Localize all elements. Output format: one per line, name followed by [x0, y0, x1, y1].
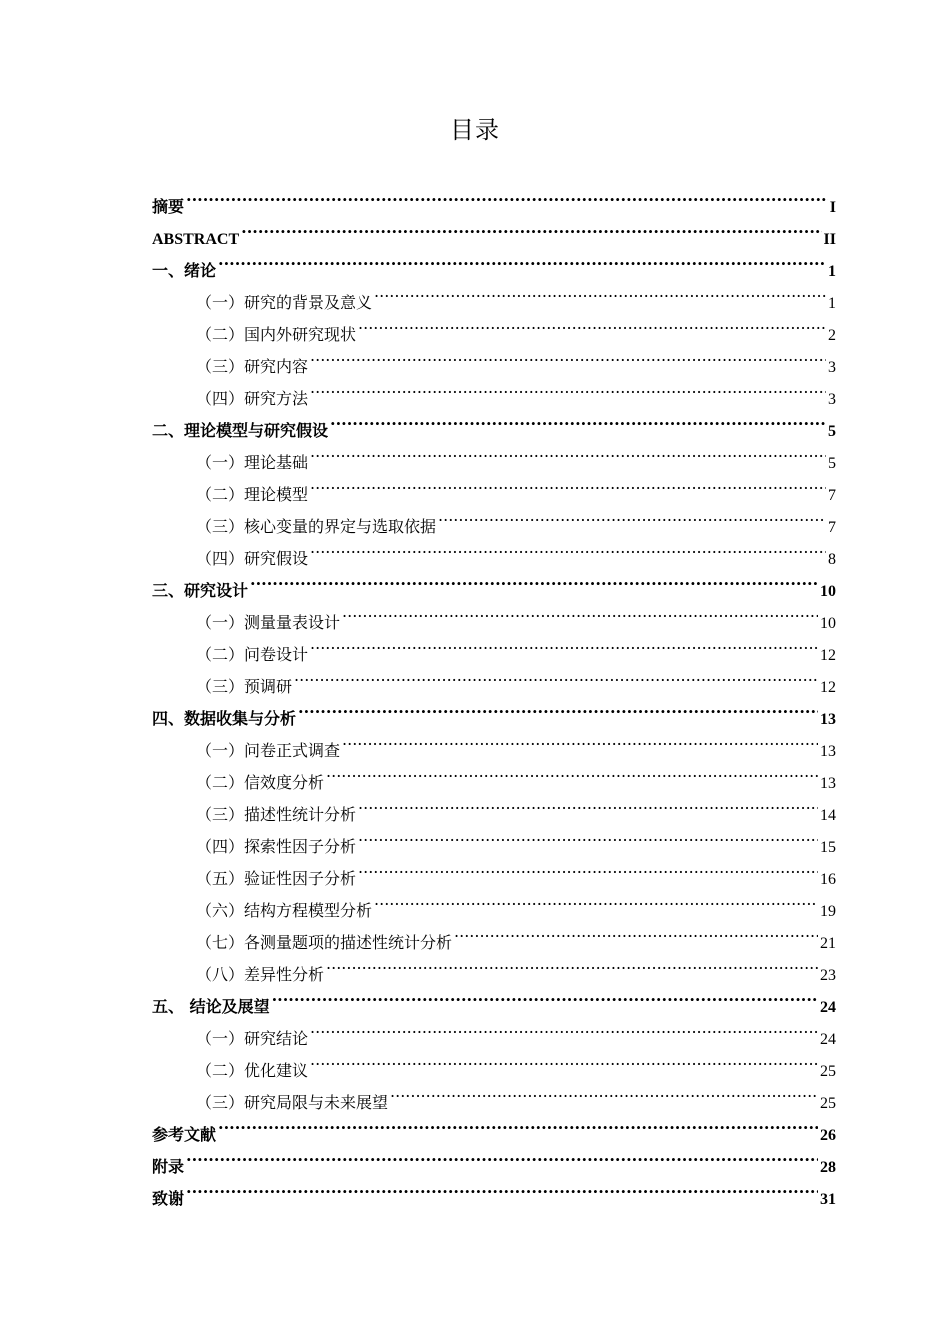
toc-entry-title: ABSTRACT	[152, 231, 240, 248]
toc-entry-title: （八）差异性分析	[196, 965, 325, 984]
toc-entry-page-number: 13	[820, 711, 836, 728]
toc-entry-page-number: 2	[828, 327, 836, 344]
dot-leader	[310, 372, 826, 404]
table-of-contents	[152, 180, 836, 1208]
toc-entry-title: （一）理论基础	[196, 453, 309, 472]
toc-entry-page-number: 26	[820, 1127, 836, 1144]
toc-entry[interactable]	[152, 180, 836, 216]
toc-entry[interactable]	[152, 244, 836, 280]
toc-entry-title: （二）信效度分析	[196, 773, 325, 792]
dot-leader	[241, 212, 821, 244]
dot-leader	[358, 788, 818, 820]
dot-leader	[186, 1172, 818, 1204]
toc-entry-page-number: 7	[828, 519, 836, 536]
dot-leader	[358, 852, 818, 884]
toc-entry-title: （二）优化建议	[196, 1061, 309, 1080]
toc-entry-page-number: 3	[828, 391, 836, 408]
dot-leader	[298, 692, 818, 724]
dot-leader	[390, 1076, 818, 1108]
toc-entry-page-number: 31	[820, 1191, 836, 1208]
toc-entry[interactable]	[152, 1140, 836, 1176]
toc-entry-page-number: 19	[820, 903, 836, 920]
toc-entry-title: （一）测量量表设计	[196, 613, 341, 632]
toc-entry-title: 摘要	[152, 197, 185, 216]
toc-entry[interactable]	[152, 1172, 836, 1208]
toc-entry-page-number: I	[829, 199, 836, 216]
toc-entry-title: （四）探索性因子分析	[196, 837, 357, 856]
toc-entry-page-number: 10	[820, 583, 836, 600]
toc-entry-page-number: 24	[820, 999, 836, 1016]
dot-leader	[186, 180, 828, 212]
toc-entry-title: 五、 结论及展望	[152, 997, 270, 1016]
page-title: 目录	[450, 116, 500, 144]
toc-entry-title: （三）预调研	[196, 677, 293, 696]
toc-entry-title: （一）问卷正式调查	[196, 741, 341, 760]
toc-entry-page-number: 1	[828, 263, 836, 280]
dot-leader	[330, 404, 826, 436]
toc-entry[interactable]	[152, 276, 836, 312]
dot-leader	[218, 244, 826, 276]
toc-entry-title: 参考文献	[152, 1125, 217, 1144]
toc-entry-title: （一）研究结论	[196, 1029, 309, 1048]
dot-leader	[342, 596, 818, 628]
dot-leader	[250, 564, 818, 596]
dot-leader	[186, 1140, 818, 1172]
toc-entry-title: （三）描述性统计分析	[196, 805, 357, 824]
dot-leader	[438, 500, 826, 532]
toc-entry-page-number: 5	[828, 423, 836, 440]
toc-entry-page-number: 23	[820, 967, 836, 984]
toc-entry-title: 三、研究设计	[152, 581, 249, 600]
toc-entry-title: （三）核心变量的界定与选取依据	[196, 517, 437, 536]
toc-entry[interactable]	[152, 1108, 836, 1144]
toc-entry-page-number: 7	[828, 487, 836, 504]
dot-leader	[326, 756, 818, 788]
dot-leader	[218, 1108, 818, 1140]
dot-leader	[294, 660, 818, 692]
toc-entry[interactable]	[152, 212, 836, 248]
dot-leader	[310, 340, 826, 372]
dot-leader	[310, 532, 826, 564]
toc-entry-page-number: 16	[820, 871, 836, 888]
dot-leader	[326, 948, 818, 980]
toc-entry-page-number: 1	[828, 295, 836, 312]
toc-entry-title: 一、绪论	[152, 261, 217, 280]
toc-entry-page-number: 25	[820, 1095, 836, 1112]
toc-entry-title: （一）研究的背景及意义	[196, 293, 373, 312]
toc-entry-page-number: 14	[820, 807, 836, 824]
toc-entry[interactable]	[152, 596, 836, 632]
toc-entry-title: （七）各测量题项的描述性统计分析	[196, 933, 453, 952]
toc-entry-title: 致谢	[152, 1189, 185, 1208]
toc-entry-title: （五）验证性因子分析	[196, 869, 357, 888]
dot-leader	[374, 276, 826, 308]
dot-leader	[272, 980, 818, 1012]
dot-leader	[454, 916, 818, 948]
dot-leader	[310, 1012, 818, 1044]
dot-leader	[358, 308, 826, 340]
toc-entry-title: （二）理论模型	[196, 485, 309, 504]
toc-entry-title: （二）问卷设计	[196, 645, 309, 664]
toc-entry-title: （六）结构方程模型分析	[196, 901, 373, 920]
dot-leader	[342, 724, 818, 756]
toc-entry-title: 附录	[152, 1157, 185, 1176]
toc-entry-page-number: 13	[820, 775, 836, 792]
toc-entry-page-number: 21	[820, 935, 836, 952]
toc-entry-page-number: 25	[820, 1063, 836, 1080]
toc-entry-title: （四）研究方法	[196, 389, 309, 408]
dot-leader	[374, 884, 818, 916]
toc-entry-page-number: 15	[820, 839, 836, 856]
toc-entry-title: （三）研究内容	[196, 357, 309, 376]
toc-entry-title: 四、数据收集与分析	[152, 709, 297, 728]
dot-leader	[310, 468, 826, 500]
toc-entry-page-number: 12	[820, 647, 836, 664]
toc-entry-page-number: 5	[828, 455, 836, 472]
dot-leader	[310, 1044, 818, 1076]
toc-entry-page-number: II	[823, 231, 836, 248]
dot-leader	[310, 628, 818, 660]
toc-entry-title: （四）研究假设	[196, 549, 309, 568]
toc-entry-page-number: 12	[820, 679, 836, 696]
toc-entry-page-number: 24	[820, 1031, 836, 1048]
toc-entry-title: 二、理论模型与研究假设	[152, 421, 329, 440]
toc-entry-title: （三）研究局限与未来展望	[196, 1093, 389, 1112]
toc-entry-page-number: 13	[820, 743, 836, 760]
dot-leader	[358, 820, 818, 852]
toc-entry[interactable]	[152, 564, 836, 600]
toc-entry-page-number: 8	[828, 551, 836, 568]
dot-leader	[310, 436, 826, 468]
toc-entry-page-number: 10	[820, 615, 836, 632]
toc-entry-title: （二）国内外研究现状	[196, 325, 357, 344]
toc-entry-page-number: 3	[828, 359, 836, 376]
toc-entry-page-number: 28	[820, 1159, 836, 1176]
